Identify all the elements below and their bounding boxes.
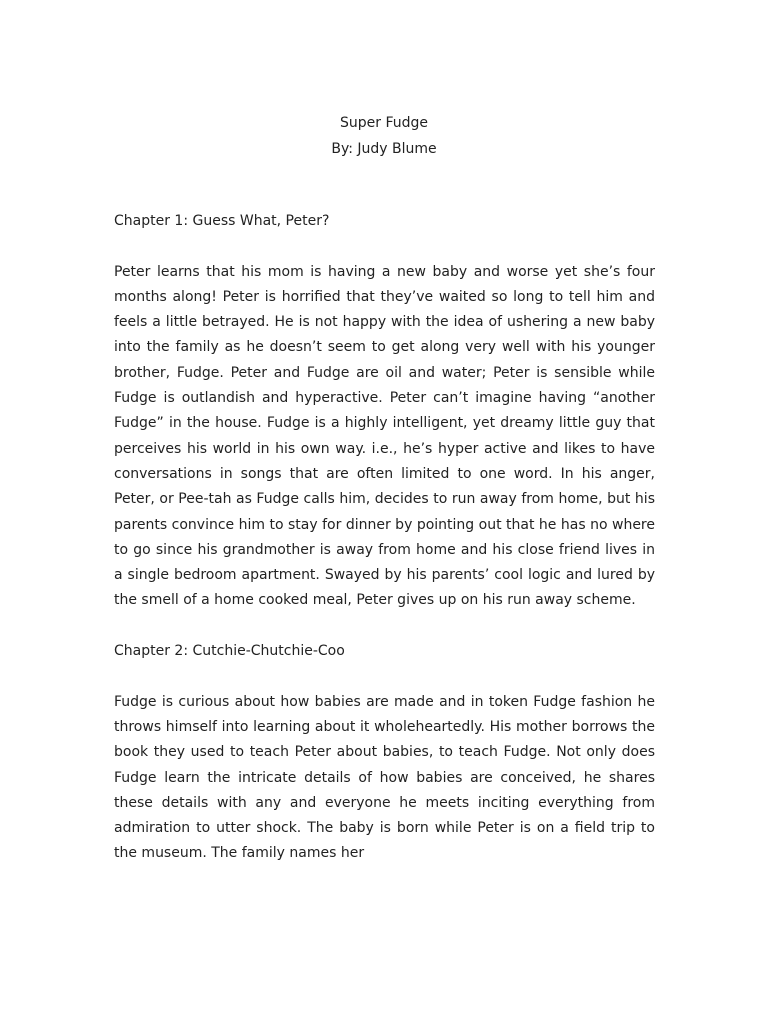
document-body xyxy=(114,209,655,892)
title-block xyxy=(0,110,768,162)
chapter-1-paragraph: Peter learns that his mom is having a new baby and worse yet she’s four months along! Peter is horrified that they’ve waited so long to tell him and feels a little betrayed. He is not happy with the idea of ushering a new baby into the family as he doesn’t seem to get along very well with his younger brother, Fudge. Peter and Fudge are oil and water; Peter is sensible while Fudge is outlandish and hyperactive. Peter can’t imagine having “another Fudge” in the house. Fudge is a highly intelligent, yet dreamy little guy that perceives his world in his own way. i.e., he’s hyper active and likes to have conversations in songs that are often limited to one word. In his anger, Peter, or Pee-tah as Fudge calls him, decides to run away from home, but his parents convince him to stay for dinner by pointing out that he has no where to go since his grandmother is away from home and his close friend lives in a single bedroom apartment. Swayed by his parents’ cool logic and lured by the smell of a home cooked meal, Peter gives up on his run away scheme. xyxy=(114,263,655,609)
document-title: Super Fudge xyxy=(339,115,428,131)
chapter-1-heading: Chapter 1: Guess What, Peter? xyxy=(114,213,330,229)
document-byline: By: Judy Blume xyxy=(331,141,437,157)
chapter-2-paragraph: Fudge is curious about how babies are made and in token Fudge fashion he throws himself into learning about it wholeheartedly. His mother borrows the book they used to teach Peter about babies, to teach Fudge. Not only does Fudge learn the intricate details of how babies are conceived, he shares these details with any and everyone he meets inciting everything from admiration to utter shock. The baby is born while Peter is on a field trip to the museum. The family names her xyxy=(114,693,655,862)
chapter-2-heading: Chapter 2: Cutchie-Chutchie-Coo xyxy=(114,643,345,660)
